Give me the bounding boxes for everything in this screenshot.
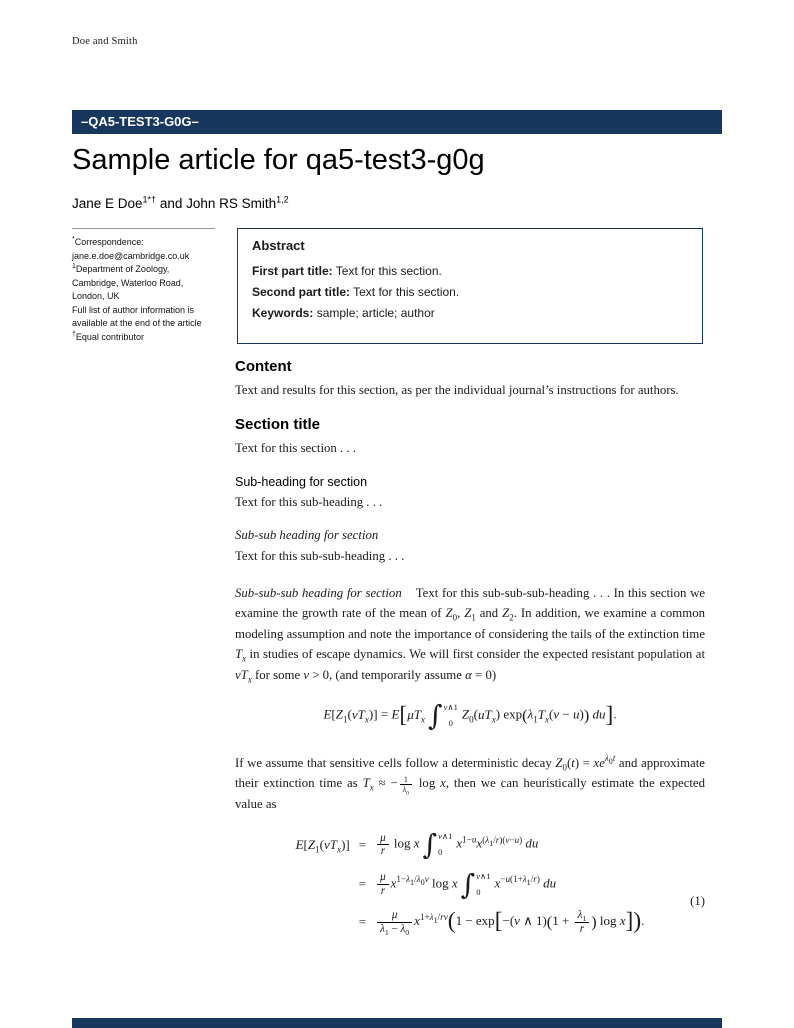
- authors-line: Jane E Doe$^{1*\dagger}$ and John RS Smith$^{1,2}$: [72, 194, 289, 211]
- abstract-row-keywords: [252, 303, 688, 324]
- main-content-column: [235, 358, 705, 935]
- equation-rhs: $\frac{\mu}{r}$ $x^{1-\lambda_1/\lambda_0v}$ log x ∫ v∧1 0 $x^{-u(1+\lambda_1/r)}$ du: [375, 870, 556, 899]
- abstract-row-first-part: [252, 261, 688, 282]
- section-heading: Section title: [235, 416, 321, 434]
- display-equation: $E[Z_1(vT_x)] = E[\mu T_x$ ∫ v∧1 0 $Z_0(uT_x) \exp(\lambda_1T_x(v - u))$ du].: [323, 699, 617, 733]
- equation-lhs: $E[Z_1(vT_x)]$: [295, 836, 350, 855]
- subsubsection-heading: Sub-sub heading for section: [235, 528, 379, 543]
- abstract-text: sample; article; author: [313, 306, 435, 320]
- abstract-heading: Abstract: [252, 238, 305, 253]
- equals-sign: =: [358, 914, 367, 930]
- estimate-paragraph: If we assume that sensitive cells follow a deterministic decay $Z_0(t) = xe^{\lambda_0t}$ and approximate their extinction time as $T_x$ ≈ − $\frac{1}{\lambda_0}$ log x, then we can heuristically estimate the expected value as: [235, 753, 706, 811]
- abstract-label: Second part title:: [252, 285, 351, 299]
- running-header: Doe and Smith: [72, 36, 138, 47]
- abstract-box: [237, 228, 703, 344]
- abstract-text: Text for this section.: [332, 264, 442, 278]
- abstract-text: Text for this section.: [350, 285, 460, 299]
- equals-sign: =: [358, 836, 367, 852]
- content-heading: Content: [235, 358, 292, 375]
- content-paragraph: Text and results for this section, as per the individual journal’s instructions for authors.: [235, 383, 679, 397]
- abstract-label: Keywords:: [252, 306, 314, 320]
- subsection-heading: Sub-heading for section: [235, 474, 368, 489]
- equation-number: (1): [690, 894, 705, 909]
- subsubsub-paragraph: [235, 583, 705, 685]
- subsubsub-text: Text for this sub-sub-sub-heading . . . In this section we examine the growth rate of the mean of $Z_0$, $Z_1$ and $Z_2$. In addition, we examine a common modeling assumption and note the importance of considering the tails of the extinction time $T_x$ in studies of escape dynamics. We will first consider the expected resistant population at $vT_x$ for some v > 0, (and temporarily assume α = 0): [235, 585, 706, 685]
- subsubsection-paragraph: Text for this sub-sub-heading . . .: [235, 549, 405, 564]
- article-title: Sample article for qa5-test3-g0g: [72, 144, 485, 176]
- front-matter-columns: [72, 228, 722, 344]
- correspondence-note: *Correspondence: jane.e.doe@cambridge.co.uk $^1$Department of Zoology, Cambridge, Waterloo Road, London, UK Full list of author information is available at the end of the article †Equal contributor: [72, 228, 215, 344]
- abstract-label: First part title:: [252, 264, 333, 278]
- journal-banner: –QA5-TEST3-G0G–: [72, 110, 722, 134]
- aligned-equations: [235, 830, 705, 935]
- abstract-row-second-part: [252, 282, 688, 303]
- subsection-paragraph: Text for this sub-heading . . .: [235, 494, 383, 509]
- equation-grid: [235, 830, 705, 935]
- section-paragraph: Text for this section . . .: [235, 441, 357, 456]
- equals-sign: =: [358, 876, 367, 892]
- footer-bar: [72, 1018, 722, 1028]
- equation-rhs: $\frac{\mu}{r}$ log x ∫ v∧1 0 $x^{1-u}x^{(\lambda_1/r)(v-u)}$ du: [375, 830, 538, 859]
- subsubsub-heading: Sub-sub-sub heading for section: [235, 585, 402, 600]
- equation-rhs: $\frac{\mu}{\lambda_1 - \lambda_0}$ $x^{1+\lambda_1/rv}(1 - \exp[-(v$ ∧ 1)(1 + $\frac{\lambda_1}{r}$ ) log x]).: [375, 909, 644, 935]
